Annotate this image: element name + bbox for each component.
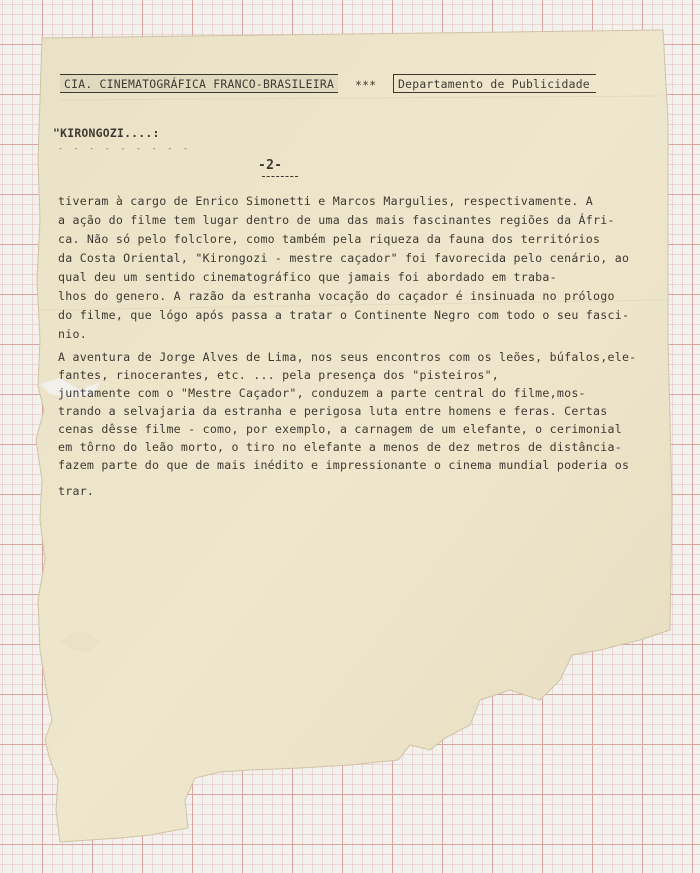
body-line: do filme, que lógo após passa a tratar o Continente Negro com todo o seu fasci- [58, 308, 630, 322]
body-line: a ação do filme tem lugar dentro de uma das mais fascinantes regiões da Áfri- [58, 213, 615, 227]
company-header: CIA. CINEMATOGRÁFICA FRANCO-BRASILEIRA [60, 74, 338, 93]
document-title: "KIRONGOZI....: [53, 126, 160, 140]
body-line: A aventura de Jorge Alves de Lima, nos seus encontros com os leões, búfalos,ele- [58, 350, 637, 364]
body-line: trar. [58, 484, 95, 498]
body-line: cenas dêsse filme - como, por exemplo, a carnagem de um elefante, o cerimonial [58, 422, 622, 436]
body-line: juntamente com o "Mestre Caçador", conduzem a parte central do filme,mos- [58, 386, 586, 400]
body-line: fazem parte do que de mais inédito e impressionante o cinema mundial poderia os [58, 458, 630, 472]
title-underline-dashes: - - - - - - - - - [58, 144, 191, 153]
body-line: nio. [58, 327, 87, 341]
body-line: tiveram à cargo de Enrico Simonetti e Marcos Margulies, respectivamente. A [58, 194, 594, 208]
department-header: Departamento de Publicidade [393, 74, 596, 93]
body-line: fantes, rinocerantes, etc. ... pela presença dos "pisteiros", [58, 368, 500, 382]
header-separator: *** [355, 78, 377, 92]
body-line: trando a selvajaria da estranha e perigosa luta entre homens e feras. Certas [58, 404, 608, 418]
page-number: -2- [258, 158, 283, 173]
body-line: da Costa Oriental, "Kirongozi - mestre caçador" foi favorecida pelo cenário, ao [58, 251, 630, 265]
body-line: em tôrno do leão morto, o tiro no elefante a menos de dez metros de distância- [58, 440, 622, 454]
body-line: ca. Não só pelo folclore, como também pela riqueza da fauna dos territórios [58, 232, 601, 246]
page-number-underline [262, 176, 298, 177]
body-line: lhos do genero. A razão da estranha vocação do caçador é insinuada no prólogo [58, 289, 615, 303]
body-line: qual deu um sentido cinematográfico que jamais foi abordado em traba- [58, 270, 557, 284]
